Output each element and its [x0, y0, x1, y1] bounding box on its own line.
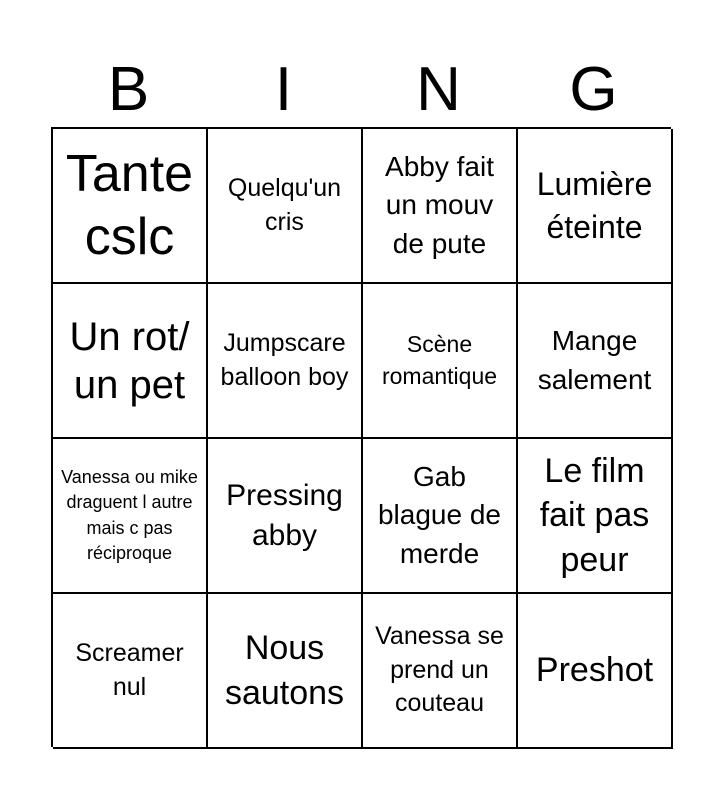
bingo-cell-text: Tante cslc [65, 145, 194, 266]
bingo-cell[interactable] [363, 439, 518, 594]
bingo-cell-text: Preshot [535, 651, 654, 690]
bingo-cell-text: Gab blague de merde [377, 460, 501, 569]
bingo-board [51, 127, 671, 747]
bingo-cell[interactable] [208, 439, 363, 594]
bingo-cell[interactable] [518, 284, 673, 439]
bingo-cell-text: Nous sautons [224, 629, 345, 712]
header-letter-n: N [416, 55, 461, 124]
bingo-cell-text: Jumpscare balloon boy [220, 328, 349, 391]
bingo-cell-text: Abby fait un mouv de pute [385, 150, 494, 259]
bingo-cell-text: Un rot/ un pet [69, 314, 190, 407]
bingo-cell-text: Vanessa se prend un couteau [375, 621, 504, 718]
bingo-cell[interactable] [53, 129, 208, 284]
bingo-cell-text: Mange salement [537, 325, 652, 395]
bingo-cell-text: Quelqu'un cris [227, 173, 342, 236]
bingo-cell[interactable] [53, 594, 208, 749]
bingo-cell[interactable] [518, 594, 673, 749]
bingo-cell[interactable] [363, 594, 518, 749]
header-letter-i: I [274, 55, 293, 124]
bingo-cell-text: Lumière éteinte [536, 166, 653, 245]
bingo-cell[interactable] [53, 439, 208, 594]
bingo-cell[interactable] [208, 129, 363, 284]
bingo-cell[interactable] [363, 129, 518, 284]
bingo-cell[interactable] [208, 594, 363, 749]
bingo-cell-text: Scène romantique [381, 331, 498, 389]
bingo-cell[interactable] [208, 284, 363, 439]
bingo-cell[interactable] [53, 284, 208, 439]
header-letter-g: G [569, 55, 618, 124]
bingo-header [51, 52, 671, 128]
bingo-cell[interactable] [363, 284, 518, 439]
bingo-cell-text: Screamer nul [75, 638, 184, 701]
header-letter-b: B [107, 55, 150, 124]
bingo-cell-text: Vanessa ou mike draguent l autre mais c pas réciproque [61, 467, 198, 563]
bingo-cell[interactable] [518, 439, 673, 594]
bingo-cell[interactable] [518, 129, 673, 284]
bingo-cell-text: Le film fait pas peur [539, 452, 650, 579]
bingo-cell-text: Pressing abby [226, 478, 343, 552]
